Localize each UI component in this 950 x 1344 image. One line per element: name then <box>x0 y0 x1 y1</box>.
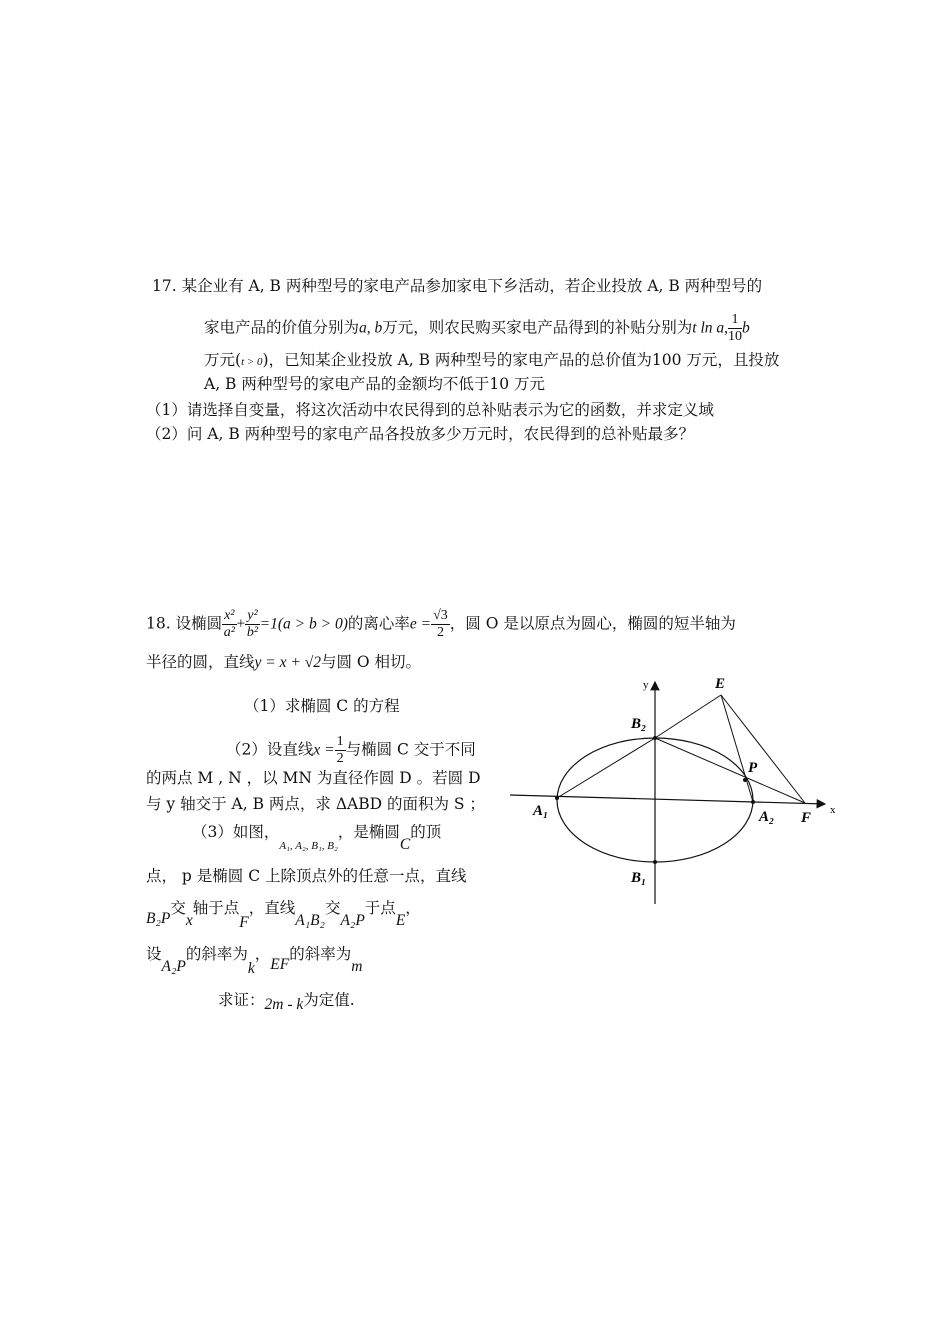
ellipse-figure <box>505 668 845 908</box>
p18-line-s8: 设A₂P的斜率为k，EF的斜率为m <box>146 945 363 977</box>
p17-text: 万元( <box>204 351 242 369</box>
p18-line-s4: 与 y 轴交于 A, B 两点，求 ΔABD 的面积为 S ； <box>146 795 485 813</box>
p17-question-2: （2）问 A, B 两种型号的家电产品各投放多少万元时，农民得到的总补贴最多？ <box>146 425 695 443</box>
segment-e-a2 <box>721 695 753 802</box>
y-axis-label: y <box>643 679 649 691</box>
segment-b2-f <box>655 738 805 803</box>
fraction-one-tenth: $\frac{1}{10}$ <box>728 312 743 344</box>
p18-line-s7: B₂P交x轴于点F，直线A₁B₂交A₂P于点E， <box>146 899 421 931</box>
p18-sub-1: （1）求椭圆 C 的方程 <box>244 697 400 715</box>
p17-line4: A, B 两种型号的家电产品的金额均不低于10 万元 <box>204 375 546 393</box>
p18-line-s3: 的两点 M , N ，以 MN 为直径作圆 D 。若圆 D <box>146 769 481 787</box>
point-b1 <box>653 860 657 864</box>
p18-line2: 半径的圆，直线y = x + √2与圆 O 相切。 <box>146 653 422 671</box>
p17-condition: t > 0 <box>241 356 263 368</box>
label-p: P <box>748 760 758 776</box>
p17-text: 万元，则农民购买家电产品得到的补贴分别为 <box>382 318 693 337</box>
fraction-sqrt3-2: $\frac{√3}{2}$ <box>433 608 448 640</box>
p17-text: )，已知某企业投放 A, B 两种型号的家电产品的总价值为100 万元，且投放 <box>262 351 780 369</box>
p17-vars: a, b <box>359 319 383 337</box>
point-a2 <box>751 800 755 804</box>
label-a2: A₂ <box>759 809 775 825</box>
x-axis-label: x <box>830 804 836 816</box>
label-f: F <box>801 810 812 826</box>
fraction-y2-b2: $\frac{\text{y²}}{\text{b²}}$ <box>246 608 259 640</box>
point-p <box>743 778 747 782</box>
p18-ellipse-condition: =1(a > b > 0) <box>259 615 348 633</box>
fraction-half: $\frac{1}{2}$ <box>336 734 344 766</box>
p17-line3 <box>204 350 779 372</box>
p17-line1: 17. 某企业有 A, B 两种型号的家电产品参加家电下乡活动，若企业投放 A, B 两种型号的 <box>152 277 763 295</box>
p18-sub-3: （3）如图，$_{A_1, A_2, B_1, B_2}$，是椭圆C的顶 <box>192 823 442 853</box>
segment-b2-e <box>655 695 721 738</box>
segment-e-f <box>721 695 805 803</box>
label-b1: B₁ <box>631 870 647 886</box>
p17-b: b <box>742 319 750 337</box>
p18-tangent-line: y = x + √2 <box>254 654 321 671</box>
p18-ecc: e = <box>409 615 432 633</box>
point-b2 <box>653 736 657 740</box>
label-e: E <box>715 676 726 692</box>
p18-line-s6: 点， p 是椭圆 C 上除顶点外的任意一点，直线 <box>146 867 467 885</box>
p17-question-1: （1）请选择自变量，将这次活动中农民得到的总补贴表示为它的函数，并求定义域 <box>146 401 714 419</box>
p18-sub-2: （2）设直线x = $\frac{1}{2}$ 与椭圆 C 交于不同 <box>226 734 476 766</box>
label-b2: B₂ <box>631 716 647 732</box>
p18-line-s9: 求证：2m - k为定值. <box>218 991 355 1013</box>
p17-tlna: t ln a, <box>692 319 729 337</box>
fraction-x2-a2: $\frac{\text{x²}}{\text{a²}}$ <box>223 608 235 640</box>
p17-line2 <box>204 312 750 345</box>
p18-line1: 18. 设椭圆 $\frac{\text{x²}}{\text{a²}}$ + $\frac{\text{y²}}{\text{b²}}$ =1(a > b > 0)的离心率e = $\frac{√3}{2}$ ，圆 O 是以原点为圆心，椭圆的短半轴为 <box>146 608 736 640</box>
point-a1 <box>555 796 559 800</box>
label-a1: A₁ <box>533 803 549 819</box>
p18-vertices: A₁, A₂, B₁, B₂ <box>279 840 338 852</box>
p17-text: 家电产品的价值分别为 <box>204 318 360 337</box>
